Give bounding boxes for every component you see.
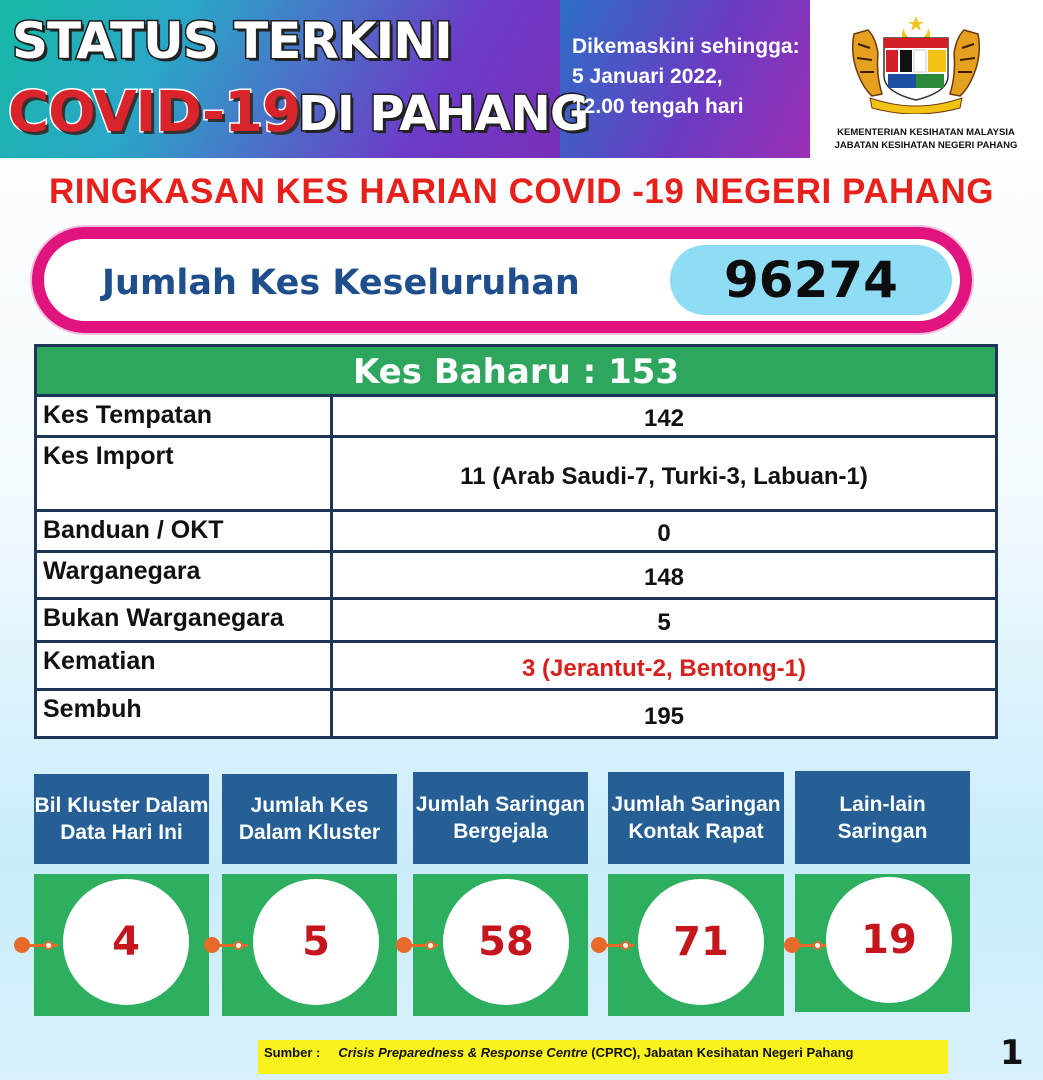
table-row xyxy=(37,553,995,600)
title-di-pahang: DI PAHANG xyxy=(298,86,589,142)
row-value: 3 (Jerantut-2, Bentong-1) xyxy=(521,654,806,682)
new-cases-table xyxy=(34,344,998,739)
title-covid-19: COVID-19 xyxy=(8,80,301,145)
table-row xyxy=(37,691,995,736)
table-row xyxy=(37,397,995,438)
connector-dot xyxy=(591,937,607,953)
stat-value-cluster-cases: 5 xyxy=(253,879,379,1005)
connector-dot xyxy=(621,941,630,950)
row-label: Kes Import xyxy=(37,438,333,509)
total-cases-pill xyxy=(32,227,972,333)
row-value: 195 xyxy=(643,702,685,730)
connector-dot xyxy=(396,937,412,953)
ministry-name xyxy=(812,126,1040,152)
row-label: Kematian xyxy=(37,643,333,688)
table-row xyxy=(37,643,995,691)
table-row xyxy=(37,438,995,512)
header-banner xyxy=(0,0,1043,158)
row-value: 142 xyxy=(643,405,685,432)
connector-dot xyxy=(426,941,435,950)
page-number: 1 xyxy=(1000,1033,1024,1073)
update-line-2: 5 Januari 2022, xyxy=(572,65,723,88)
row-label: Sembuh xyxy=(37,691,333,736)
stat-label-other-screening: Lain-lain Saringan xyxy=(795,771,970,864)
malaysia-coat-of-arms-icon xyxy=(848,14,984,114)
row-label: Kes Tempatan xyxy=(37,397,333,435)
connector-dot xyxy=(204,937,220,953)
stat-value-clusters: 4 xyxy=(63,879,189,1005)
update-line-1: Dikemaskini sehingga: xyxy=(572,35,800,58)
row-label: Bukan Warganegara xyxy=(37,600,333,640)
row-label: Warganegara xyxy=(37,553,333,597)
source-note xyxy=(258,1040,948,1074)
stat-value-other-screening: 19 xyxy=(826,877,952,1003)
row-value: 148 xyxy=(643,564,685,591)
connector-dot xyxy=(784,937,800,953)
source-detail: (CPRC), Jabatan Kesihatan Negeri Pahang xyxy=(587,1045,854,1060)
table-row xyxy=(37,600,995,643)
table-row xyxy=(37,512,995,553)
source-organisation: Crisis Preparedness & Response Centre xyxy=(338,1045,588,1060)
source-label: Sumber : xyxy=(264,1045,321,1060)
update-line-3: 12.00 tengah hari xyxy=(572,95,744,118)
connector-dot xyxy=(813,941,822,950)
stat-value-close-contact: 71 xyxy=(638,879,764,1005)
row-value: 5 xyxy=(657,609,671,636)
connector-dot xyxy=(234,941,243,950)
ministry-line-2: JABATAN KESIHATAN NEGERI PAHANG xyxy=(834,140,1018,151)
stat-label-clusters: Bil Kluster Dalam Data Hari Ini xyxy=(34,774,209,864)
row-value: 11 (Arab Saudi-7, Turki-3, Labuan-1) xyxy=(460,462,868,490)
row-value: 0 xyxy=(657,520,671,547)
stat-value-symptomatic: 58 xyxy=(443,879,569,1005)
total-cases-label: Jumlah Kes Keseluruhan xyxy=(102,263,580,303)
connector-dot xyxy=(14,937,30,953)
ministry-line-1: KEMENTERIAN KESIHATAN MALAYSIA xyxy=(837,127,1015,138)
total-cases-value: 96274 xyxy=(670,245,952,315)
connector-dot xyxy=(44,941,53,950)
title-status-terkini: STATUS TERKINI xyxy=(12,12,452,70)
stat-label-cluster-cases: Jumlah Kes Dalam Kluster xyxy=(222,774,397,864)
stat-label-symptomatic: Jumlah Saringan Bergejala xyxy=(413,772,588,864)
new-cases-header: Kes Baharu : 153 xyxy=(37,347,995,397)
row-label: Banduan / OKT xyxy=(37,512,333,550)
stat-label-close-contact: Jumlah Saringan Kontak Rapat xyxy=(608,772,784,864)
update-info xyxy=(572,32,807,122)
main-heading: RINGKASAN KES HARIAN COVID -19 NEGERI PAHANG xyxy=(48,172,995,211)
